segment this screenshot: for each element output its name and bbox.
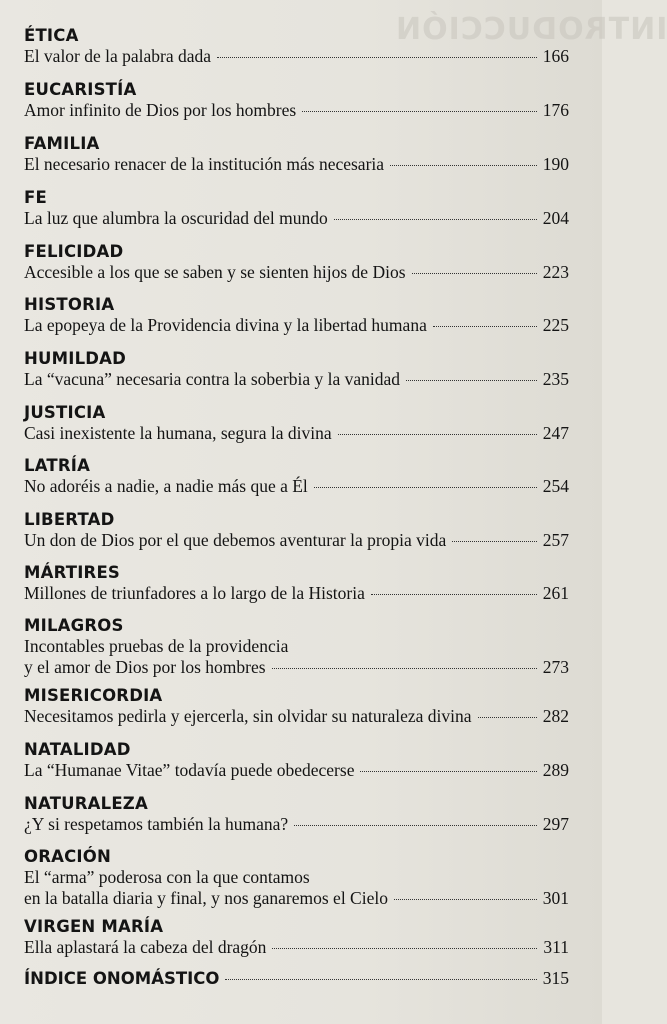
toc-row (24, 46, 569, 67)
dot-leader (371, 594, 537, 595)
toc-heading: EUCARISTÍA (24, 80, 137, 99)
toc-heading: FELICIDAD (24, 242, 124, 261)
toc-entry-naturaleza (24, 794, 569, 835)
toc-heading: MILAGROS (24, 616, 124, 635)
page-number: 247 (542, 423, 569, 443)
toc-row (24, 315, 569, 336)
toc-description: en la batalla diaria y final, y nos ganaremos el Cielo (24, 888, 388, 908)
toc-heading: NATURALEZA (24, 794, 148, 813)
toc-entry-familia (24, 134, 569, 175)
toc-heading: ÍNDICE ONOMÁSTICO (24, 969, 220, 988)
toc-heading: MISERICORDIA (24, 686, 163, 705)
dot-leader (433, 326, 537, 327)
page-number: 297 (542, 814, 569, 834)
page-number: 315 (542, 968, 569, 988)
toc-entry-virgen-maria (24, 917, 569, 958)
toc-row (24, 706, 569, 727)
toc-description: El necesario renacer de la institución más necesaria (24, 154, 385, 174)
toc-row (24, 369, 569, 390)
toc-description: Un don de Dios por el que debemos aventurar la propia vida (24, 530, 447, 550)
page-number: 311 (543, 937, 569, 957)
toc-row (24, 530, 569, 551)
dot-leader (314, 487, 537, 488)
dot-leader (390, 165, 537, 166)
toc-description: Millones de triunfadores a lo largo de la Historia (24, 583, 365, 603)
toc-row (24, 968, 569, 989)
dot-leader (412, 273, 537, 274)
toc-heading: FAMILIA (24, 134, 100, 153)
toc-heading: ORACIÓN (24, 847, 111, 866)
page-number: 190 (542, 154, 569, 174)
dot-leader (272, 948, 537, 949)
toc-description: Casi inexistente la humana, segura la divina (24, 423, 332, 443)
dot-leader (334, 219, 537, 220)
toc-heading: JUSTICIA (24, 403, 106, 422)
page-number: 235 (542, 369, 569, 389)
toc-description: Necesitamos pedirla y ejercerla, sin olvidar su naturaleza divina (24, 706, 472, 726)
toc-description: La luz que alumbra la oscuridad del mundo (24, 208, 328, 228)
toc-description: Ella aplastará la cabeza del dragón (24, 937, 267, 957)
toc-heading: VIRGEN MARÍA (24, 917, 164, 936)
dot-leader (478, 717, 537, 718)
dot-leader (294, 825, 537, 826)
dot-leader (360, 771, 536, 772)
toc-heading: ÉTICA (24, 26, 79, 45)
page-number: 254 (542, 476, 569, 496)
toc-entry-martires (24, 563, 569, 604)
toc-entry-misericordia (24, 686, 569, 727)
toc-entry-oracion (24, 847, 569, 909)
toc-row (24, 476, 569, 497)
toc-entry-natalidad (24, 740, 569, 781)
toc-heading: HISTORIA (24, 295, 115, 314)
page-number: 261 (542, 583, 569, 603)
toc-description: El valor de la palabra dada (24, 46, 212, 66)
toc-description: y el amor de Dios por los hombres (24, 657, 266, 677)
page-number: 225 (542, 315, 569, 335)
dot-leader (225, 979, 536, 980)
toc-description: Accesible a los que se saben y se sienten hijos de Dios (24, 262, 406, 282)
toc-entry-justicia (24, 403, 569, 444)
toc-entry-eucaristia (24, 80, 569, 121)
page-number: 176 (542, 100, 569, 120)
toc-row (24, 262, 569, 283)
toc-row (24, 154, 569, 175)
toc-description: La “Humanae Vitae” todavía puede obedecerse (24, 760, 355, 780)
toc-entry-etica (24, 26, 569, 67)
toc-entry-historia (24, 295, 569, 336)
toc-heading: LATRÍA (24, 456, 91, 475)
toc-entry-humildad (24, 349, 569, 390)
toc-description: ¿Y si respetamos también la humana? (24, 814, 289, 834)
page-number: 204 (542, 208, 569, 228)
dot-leader (452, 541, 536, 542)
toc-row (24, 760, 569, 781)
toc-row (24, 423, 569, 444)
toc-row (24, 583, 569, 604)
toc-row (24, 208, 569, 229)
dot-leader (302, 111, 537, 112)
toc-row (24, 888, 569, 909)
toc-entry-milagros (24, 616, 569, 678)
dot-leader (338, 434, 537, 435)
page-number: 301 (542, 888, 569, 908)
dot-leader (394, 899, 537, 900)
toc-row (24, 100, 569, 121)
dot-leader (217, 57, 537, 58)
toc-row (24, 657, 569, 678)
toc-entry-indice-onomastico (24, 968, 569, 989)
toc-heading: MÁRTIRES (24, 563, 121, 582)
toc-description: No adoréis a nadie, a nadie más que a Él (24, 476, 308, 496)
toc-entry-libertad (24, 510, 569, 551)
dot-leader (406, 380, 537, 381)
toc-row (24, 814, 569, 835)
toc-description: Incontables pruebas de la providencia (24, 636, 289, 656)
page-number: 166 (542, 46, 569, 66)
toc-description: La epopeya de la Providencia divina y la libertad humana (24, 315, 427, 335)
bleed-through-text: INTRODUCCIÓN (395, 12, 667, 47)
toc-entry-fe (24, 188, 569, 229)
toc-heading: HUMILDAD (24, 349, 127, 368)
dot-leader (272, 668, 537, 669)
toc-row (24, 937, 569, 958)
page-number: 282 (542, 706, 569, 726)
page-number: 289 (542, 760, 569, 780)
toc-description: El “arma” poderosa con la que contamos (24, 867, 310, 887)
toc-heading: FE (24, 188, 47, 207)
page-number: 223 (542, 262, 569, 282)
toc-heading: LIBERTAD (24, 510, 115, 529)
page-number: 273 (542, 657, 569, 677)
page-number: 257 (542, 530, 569, 550)
toc-heading: NATALIDAD (24, 740, 131, 759)
toc-entry-felicidad (24, 242, 569, 283)
toc-entry-latria (24, 456, 569, 497)
toc-description: La “vacuna” necesaria contra la soberbia y la vanidad (24, 369, 401, 389)
toc-description: Amor infinito de Dios por los hombres (24, 100, 297, 120)
